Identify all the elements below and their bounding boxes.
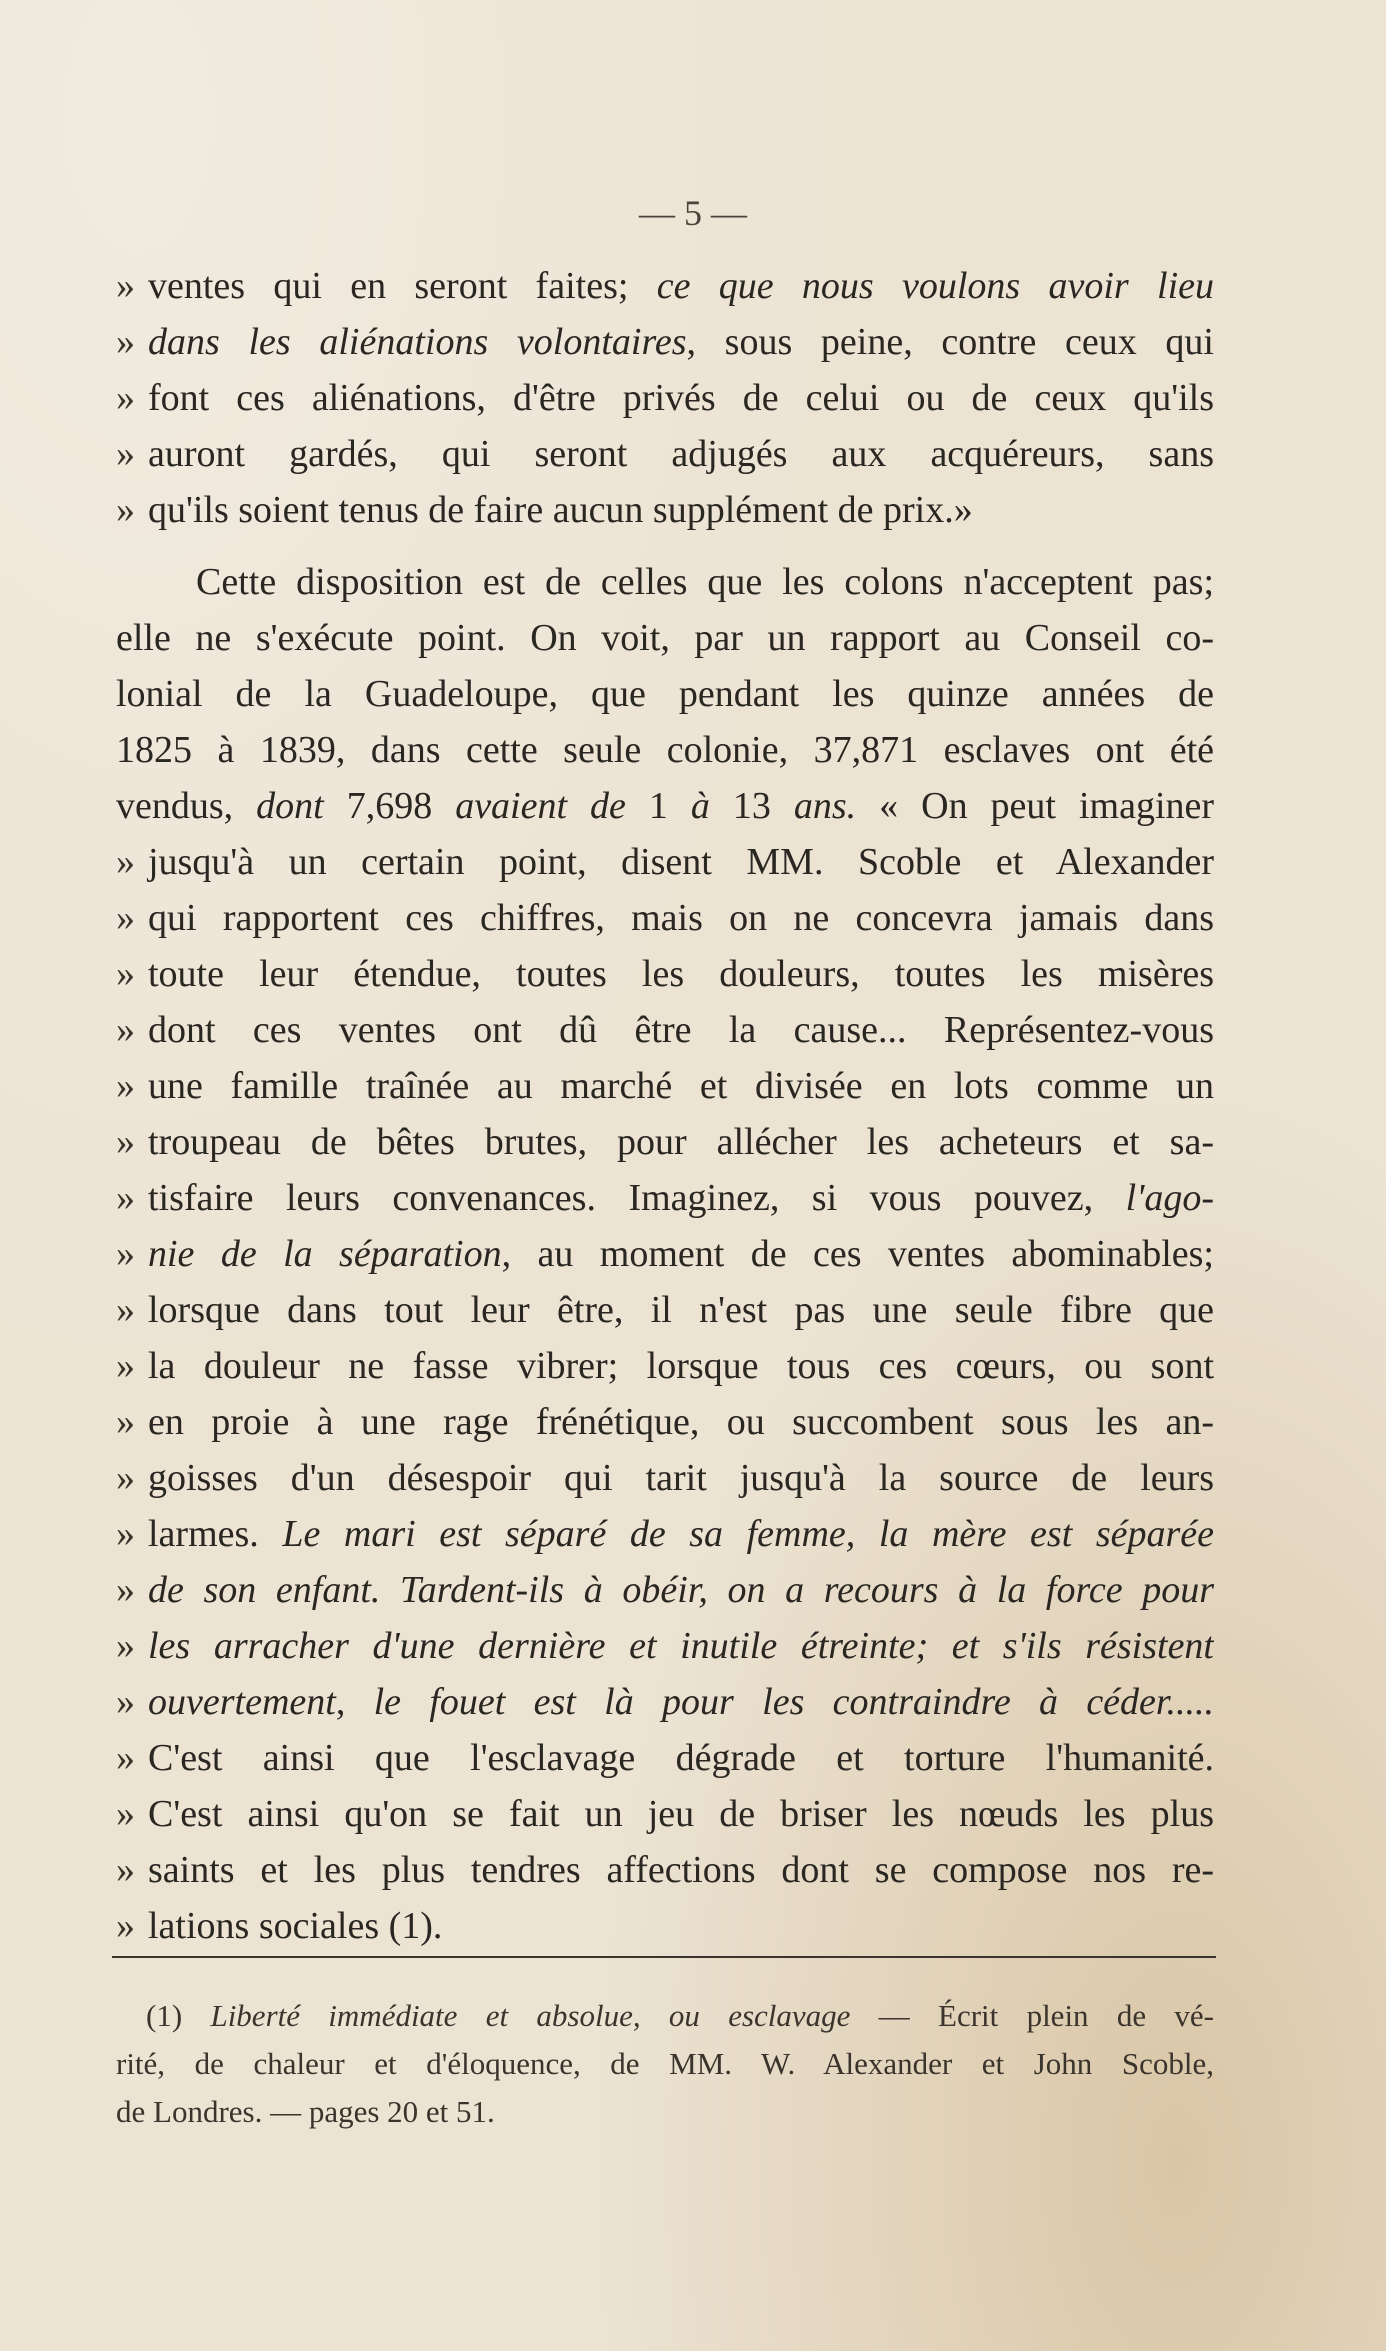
text-run: toute leur étendue, toutes les douleurs, toutes les misères <box>148 953 1214 995</box>
body-line <box>116 778 1214 834</box>
quote-mark: » <box>116 897 135 939</box>
italic-text: nie de la séparation <box>148 1233 502 1275</box>
text-run: lonial de la Guadeloupe, que pendant les quinze années de <box>116 673 1214 715</box>
body-line <box>116 890 1214 946</box>
quote-mark: » <box>116 1177 135 1219</box>
italic-text: les arracher d'une dernière et inutile étreinte; et s'ils résistent <box>148 1625 1214 1667</box>
quote-mark: » <box>116 1009 135 1051</box>
italic-text: de son enfant. Tardent-ils à obéir, on a recours à la force pour <box>148 1569 1214 1611</box>
footnote-line <box>116 1992 1214 2040</box>
body-line <box>116 1114 1214 1170</box>
body-text <box>116 258 1214 1954</box>
quote-mark: » <box>116 1233 135 1275</box>
footnote-divider <box>112 1956 1216 1958</box>
text-run: , au moment de ces ventes abominables; <box>501 1233 1214 1275</box>
quote-mark: » <box>116 953 135 995</box>
body-line <box>116 834 1214 890</box>
text-run: tisfaire leurs convenances. Imaginez, si vous pouvez, <box>148 1177 1126 1219</box>
text-run: dont ces ventes ont dû être la cause... Représentez-vous <box>148 1009 1214 1051</box>
page-number: — 5 — <box>639 193 747 233</box>
quote-mark: » <box>116 841 135 883</box>
quote-mark: » <box>116 321 135 363</box>
text-run: une famille traînée au marché et divisée en lots comme un <box>148 1065 1214 1107</box>
body-line <box>116 258 1214 314</box>
body-line <box>116 1786 1214 1842</box>
text-run: goisses d'un désespoir qui tarit jusqu'à la source de leurs <box>148 1457 1214 1499</box>
body-line <box>116 554 1214 610</box>
italic-text: Le mari est séparé de sa femme, la mère est séparée <box>282 1513 1214 1555</box>
text-run: C'est ainsi que l'esclavage dégrade et torture l'humanité. <box>148 1737 1214 1779</box>
quote-mark: » <box>116 1905 135 1947</box>
body-line <box>116 1506 1214 1562</box>
quote-mark: » <box>116 1289 135 1331</box>
body-line <box>116 1562 1214 1618</box>
body-line <box>116 666 1214 722</box>
italic-text: dont <box>256 785 324 827</box>
body-line <box>116 370 1214 426</box>
quote-mark: » <box>116 1121 135 1163</box>
text-run: troupeau de bêtes brutes, pour allécher les acheteurs et sa- <box>148 1121 1214 1163</box>
body-line <box>116 1618 1214 1674</box>
body-line <box>116 722 1214 778</box>
text-run: C'est ainsi qu'on se fait un jeu de briser les nœuds les plus <box>148 1793 1214 1835</box>
text-run: 1 <box>625 785 691 827</box>
quote-mark: » <box>116 1065 135 1107</box>
body-line <box>116 610 1214 666</box>
italic-text: à <box>690 785 710 827</box>
paragraph-gap <box>116 538 1214 554</box>
quote-mark: » <box>116 1737 135 1779</box>
quote-mark: » <box>116 1401 135 1443</box>
text-run: — Écrit plein de vé- <box>850 1998 1214 2033</box>
body-line <box>116 426 1214 482</box>
quote-mark: » <box>116 433 135 475</box>
text-run: auront gardés, qui seront adjugés aux acquéreurs, sans <box>148 433 1214 475</box>
body-line <box>116 1058 1214 1114</box>
text-run: saints et les plus tendres affections dont se compose nos re- <box>148 1849 1214 1891</box>
text-run: font ces aliénations, d'être privés de celui ou de ceux qu'ils <box>148 377 1214 419</box>
text-run: ventes qui en seront faites; <box>148 265 657 307</box>
body-line <box>116 1226 1214 1282</box>
italic-text: ouvertement <box>148 1681 336 1723</box>
quote-mark: » <box>116 489 135 531</box>
italic-text: l'ago- <box>1125 1177 1214 1219</box>
text-run: qu'ils soient tenus de faire aucun supplément de prix.» <box>148 489 973 531</box>
text-run: elle ne s'exécute point. On voit, par un rapport au Conseil co- <box>116 617 1214 659</box>
text-run: lations sociales (1). <box>148 1905 443 1947</box>
text-run: en proie à une rage frénétique, ou succombent sous les an- <box>148 1401 1214 1443</box>
italic-text: Liberté immédiate et absolue, ou esclavage <box>210 1998 851 2033</box>
quote-mark: » <box>116 1513 135 1555</box>
footnote-line <box>116 2040 1214 2088</box>
quote-mark: » <box>116 1625 135 1667</box>
text-run: vendus, <box>116 785 257 827</box>
quote-mark: » <box>116 265 135 307</box>
quote-mark: » <box>116 1569 135 1611</box>
body-line <box>116 1282 1214 1338</box>
text-run: qui rapportent ces chiffres, mais on ne concevra jamais dans <box>148 897 1214 939</box>
quote-mark: » <box>116 1681 135 1723</box>
text-run: 7,698 <box>323 785 456 827</box>
italic-text: dans les aliénations volontaires <box>148 321 687 363</box>
body-line <box>116 1002 1214 1058</box>
text-run: lorsque dans tout leur être, il n'est pas une seule fibre que <box>148 1289 1214 1331</box>
body-line <box>116 1674 1214 1730</box>
text-run: larmes. <box>148 1513 283 1555</box>
text-run: « On peut imaginer <box>856 785 1214 827</box>
quote-mark: » <box>116 1457 135 1499</box>
footnote-line <box>116 2088 1214 2136</box>
italic-text: ce que nous voulons avoir lieu <box>656 265 1214 307</box>
body-line <box>116 314 1214 370</box>
text-run: Cette disposition est de celles que les colons n'acceptent pas; <box>196 561 1214 603</box>
text-run: 1825 à 1839, dans cette seule colonie, 37,871 esclaves ont été <box>116 729 1214 771</box>
italic-text: ans. <box>793 785 857 827</box>
body-line <box>116 1842 1214 1898</box>
body-line <box>116 1730 1214 1786</box>
quote-mark: » <box>116 1345 135 1387</box>
body-line <box>116 1170 1214 1226</box>
body-line <box>116 1898 1214 1954</box>
text-run: 13 <box>709 785 794 827</box>
body-line <box>116 1450 1214 1506</box>
italic-text: avaient de <box>455 785 626 827</box>
text-run: , sous peine, contre ceux qui <box>686 321 1214 363</box>
quote-mark: » <box>116 1793 135 1835</box>
quote-mark: » <box>116 1849 135 1891</box>
text-run: de Londres. — pages 20 et 51. <box>116 2094 495 2129</box>
text-run: , <box>335 1681 374 1723</box>
body-line <box>116 1338 1214 1394</box>
text-run: jusqu'à un certain point, disent MM. Scoble et Alexander <box>148 841 1214 883</box>
text-run: (1) <box>146 1998 211 2033</box>
footnote <box>116 1992 1214 2136</box>
body-line <box>116 946 1214 1002</box>
body-line <box>116 482 1214 538</box>
italic-text: le fouet est là pour les contraindre à céder..... <box>373 1681 1214 1723</box>
body-line <box>116 1394 1214 1450</box>
text-run: la douleur ne fasse vibrer; lorsque tous ces cœurs, ou sont <box>148 1345 1214 1387</box>
quote-mark: » <box>116 377 135 419</box>
text-run: rité, de chaleur et d'éloquence, de MM. W. Alexander et John Scoble, <box>116 2046 1214 2081</box>
